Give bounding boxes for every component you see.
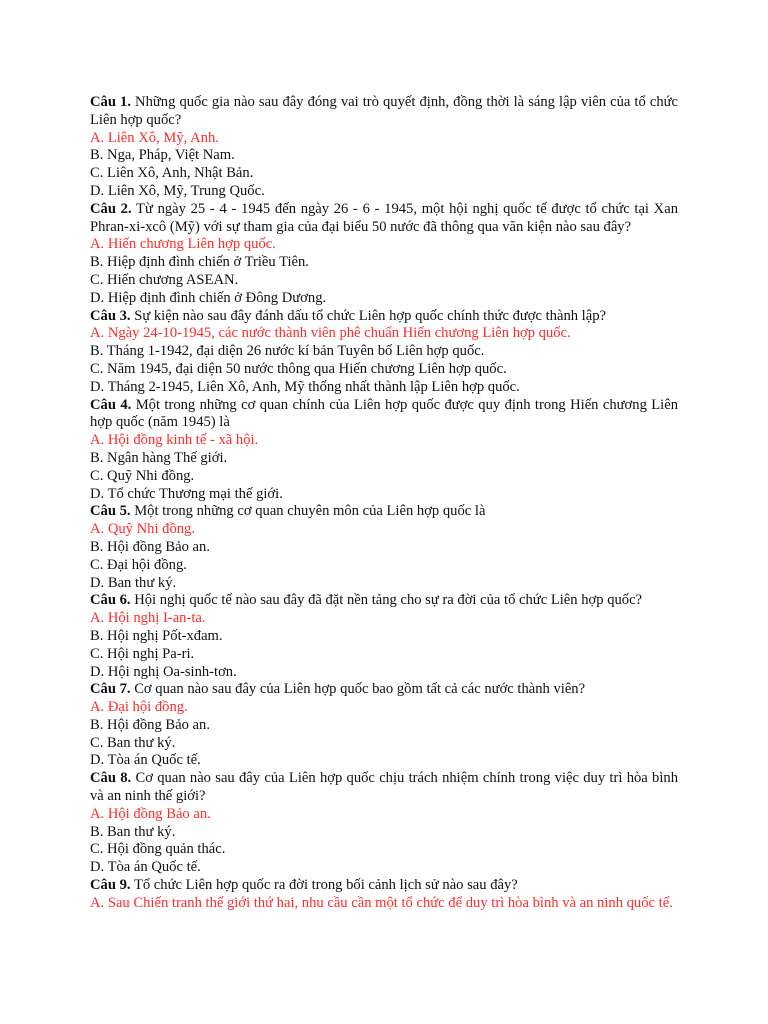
answer-option: C. Năm 1945, đại diện 50 nước thông qua Hiến chương Liên hợp quốc. xyxy=(90,360,507,377)
question-text xyxy=(90,397,678,433)
answer-option-correct: A. Hội nghị I-an-ta. xyxy=(90,610,206,627)
question-stem: Những quốc gia nào sau đây đóng vai trò quyết định, đồng thời là sáng lập viên của tổ chức Liên hợp quốc? xyxy=(90,94,679,128)
question-stem: Một trong những cơ quan chính của Liên hợp quốc được quy định trong Hiến chương Liên hợp quốc (năm 1945) là xyxy=(90,396,679,431)
question-text xyxy=(90,592,678,610)
question-text xyxy=(90,770,678,806)
question-text xyxy=(90,877,678,895)
answer-option: D. Tòa án Quốc tế. xyxy=(90,752,201,769)
answer-option: D. Ban thư ký. xyxy=(90,574,177,591)
quiz-document xyxy=(90,94,678,913)
answer-option: C. Hiến chương ASEAN. xyxy=(90,271,239,288)
answer-option: D. Hội nghị Oa-sinh-tơn. xyxy=(90,663,237,680)
answer-option: D. Tổ chức Thương mại thế giới. xyxy=(90,485,283,502)
answer-option: B. Ngân hàng Thế giới. xyxy=(90,449,228,466)
answer-option: D. Tháng 2-1945, Liên Xô, Anh, Mỹ thống nhất thành lập Liên hợp quốc. xyxy=(90,378,520,395)
answer-option-correct: A. Sau Chiến tranh thế giới thứ hai, nhu cầu cần một tổ chức để duy trì hòa bình và an ninh quốc tế. xyxy=(90,894,673,911)
answer-option: C. Hội nghị Pa-ri. xyxy=(90,645,195,662)
question-stem: Cơ quan nào sau đây của Liên hợp quốc bao gồm tất cả các nước thành viên? xyxy=(134,681,586,698)
answer-option: B. Hội đồng Bảo an. xyxy=(90,538,210,555)
answer-option: C. Quỹ Nhi đồng. xyxy=(90,467,195,484)
question-number: Câu 4. xyxy=(90,396,132,413)
answer-option: B. Ban thư ký. xyxy=(90,823,176,840)
question-number: Câu 1. xyxy=(90,94,131,110)
question-stem: Sự kiện nào sau đây đánh dấu tổ chức Liên hợp quốc chính thức được thành lập? xyxy=(134,307,606,324)
question-number: Câu 7. xyxy=(90,681,131,698)
question-stem: Hội nghị quốc tế nào sau đây đã đặt nền tảng cho sự ra đời của tổ chức Liên hợp quốc? xyxy=(134,592,643,609)
question-stem: Một trong những cơ quan chuyên môn của Liên hợp quốc là xyxy=(134,503,486,520)
answer-option: C. Liên Xô, Anh, Nhật Bản. xyxy=(90,165,254,182)
question-block xyxy=(90,592,678,681)
question-number: Câu 9. xyxy=(90,877,131,894)
question-block xyxy=(90,201,678,308)
question-stem: Tổ chức Liên hợp quốc ra đời trong bối cảnh lịch sử nào sau đây? xyxy=(133,877,518,894)
answer-option-correct: A. Hội đồng Bảo an. xyxy=(90,805,211,822)
answer-option: B. Hội đồng Bảo an. xyxy=(90,716,210,733)
question-block xyxy=(90,681,678,770)
answer-option-correct: A. Ngày 24-10-1945, các nước thành viên phê chuẩn Hiến chương Liên hợp quốc. xyxy=(90,325,571,342)
answer-option: D. Liên Xô, Mỹ, Trung Quốc. xyxy=(90,182,265,199)
answer-option: B. Hội nghị Pốt-xđam. xyxy=(90,627,223,644)
question-block xyxy=(90,503,678,592)
question-number: Câu 3. xyxy=(90,307,131,324)
answer-option: B. Tháng 1-1942, đại diện 26 nước kí bản Tuyên bố Liên hợp quốc. xyxy=(90,343,485,360)
answer-option: B. Hiệp định đình chiến ở Triều Tiên. xyxy=(90,254,309,271)
question-number: Câu 5. xyxy=(90,503,131,520)
question-stem: Cơ quan nào sau đây của Liên hợp quốc chịu trách nhiệm chính trong việc duy trì hòa bình và an ninh thế giới? xyxy=(90,770,678,805)
answer-option-correct: A. Đại hội đồng. xyxy=(90,699,188,716)
question-number: Câu 2. xyxy=(90,200,132,217)
answer-option: C. Ban thư ký. xyxy=(90,734,176,751)
question-number: Câu 8. xyxy=(90,770,132,787)
question-block xyxy=(90,770,678,877)
question-block xyxy=(90,877,678,913)
answer-option-correct: A. Hội đồng kinh tế - xã hội. xyxy=(90,432,259,449)
question-block xyxy=(90,397,678,504)
question-block xyxy=(90,308,678,397)
answer-option: C. Đại hội đồng. xyxy=(90,556,187,573)
question-number: Câu 6. xyxy=(90,592,131,609)
question-text xyxy=(90,308,678,326)
answer-option-correct: A. Hiến chương Liên hợp quốc. xyxy=(90,236,276,253)
answer-option-correct: A. Liên Xô, Mỹ, Anh. xyxy=(90,129,219,146)
question-text xyxy=(90,201,678,237)
answer-option-correct: A. Quỹ Nhi đồng. xyxy=(90,521,195,538)
answer-option: D. Hiệp định đình chiến ở Đông Dương. xyxy=(90,289,327,306)
question-text xyxy=(90,681,678,699)
question-block xyxy=(90,94,678,201)
answer-option: B. Nga, Pháp, Việt Nam. xyxy=(90,147,235,164)
question-stem: Từ ngày 25 - 4 - 1945 đến ngày 26 - 6 - 1945, một hội nghị quốc tế được tổ chức tại Xan Phran-xi-xcô (Mỹ) với sự tham gia của đại biểu 50 nước đã thông qua văn kiện nào sau đây? xyxy=(90,200,678,235)
question-text xyxy=(90,94,678,130)
answer-option: D. Tòa án Quốc tế. xyxy=(90,859,201,876)
answer-option: C. Hội đồng quản thác. xyxy=(90,841,226,858)
question-text xyxy=(90,503,678,521)
